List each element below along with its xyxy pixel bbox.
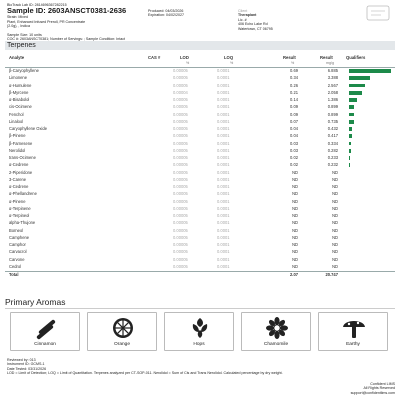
result-mg: 0.282 (327, 147, 338, 153)
analyte-name: Nerolidol (9, 147, 26, 153)
sample-id: Sample ID: 2603ANSCT0381-2636 (7, 6, 127, 16)
lod-value: 0.00005 (173, 213, 188, 218)
result-mg: ND (332, 191, 338, 197)
result-pct: 0.69 (290, 68, 298, 73)
result-mg: 0.899 (327, 104, 338, 110)
result-mg: ND (332, 256, 338, 262)
table-row (5, 155, 395, 161)
concentration-bar (349, 142, 351, 146)
col-qualifiers: Qualifiers (346, 55, 366, 60)
analyte-name: Linalool (9, 118, 24, 124)
unit-mg: mg/g (326, 61, 334, 65)
result-pct: 0.02 (290, 155, 298, 160)
lod-value: 0.00005 (173, 256, 188, 262)
result-mg: 0.735 (327, 118, 338, 124)
loq-value: 0.0001 (217, 234, 230, 240)
total-label: Total (9, 272, 19, 277)
col-cas: CAS # (148, 55, 161, 60)
result-pct: 0.34 (290, 75, 298, 81)
result-pct: ND (292, 227, 298, 233)
rights: All Rights Reserved (363, 386, 395, 391)
loq-value: 0.0001 (217, 263, 230, 269)
lod-value: 0.00005 (173, 68, 188, 73)
loq-value: 0.0001 (217, 104, 230, 110)
table-row (5, 90, 395, 96)
aroma-card-chamomile (241, 312, 311, 351)
analyte-name: Caryophyllene Oxide (9, 126, 48, 131)
total-mg: 20.747 (325, 272, 338, 277)
table-row (5, 213, 395, 219)
result-pct: ND (292, 242, 298, 247)
aroma-card-hops (164, 312, 234, 351)
table-row (5, 235, 395, 241)
lod-value: 0.00005 (173, 140, 188, 146)
lod-value: 0.00005 (173, 133, 188, 139)
result-pct: ND (292, 169, 298, 175)
lod-value: 0.00005 (173, 82, 188, 88)
table-row (5, 184, 395, 190)
lims-name: Confident LIMS (370, 382, 395, 386)
analyte-name: Limonene (9, 75, 27, 81)
analyte-name: 3-Carene (9, 176, 27, 182)
result-mg: 0.334 (327, 140, 338, 146)
result-pct: ND (292, 191, 298, 197)
loq-value: 0.0001 (217, 176, 230, 182)
table-row (5, 206, 395, 212)
loq-value: 0.0001 (217, 89, 230, 95)
table-row (5, 148, 395, 154)
analyte-name: α-Terpineol (9, 213, 30, 218)
table-row (5, 104, 395, 110)
table-row (5, 83, 395, 89)
lod-value: 0.00005 (173, 220, 188, 226)
lod-value: 0.00005 (173, 234, 188, 240)
lod-value: 0.00005 (173, 155, 188, 160)
analyte-name: alpha-Thujone (9, 220, 36, 226)
date-tested: Date Tested: 03/31/2026 (7, 366, 47, 371)
report-header (7, 3, 393, 36)
result-mg: 0.899 (327, 111, 338, 117)
loq-value: 0.0001 (217, 191, 230, 197)
analyte-name: cis-Ocimene (9, 104, 32, 110)
col-result-mg: Result (320, 55, 333, 60)
table-row (5, 112, 395, 118)
aroma-card-orange (87, 312, 157, 351)
concentration-bar (349, 98, 357, 102)
aromas-title: Primary Aromas (5, 297, 66, 307)
table-row (5, 264, 395, 270)
loq-value: 0.0001 (217, 169, 230, 175)
result-pct: ND (292, 176, 298, 182)
lod-value: 0.00005 (173, 104, 188, 110)
analyte-name: α-Cedrene (9, 184, 29, 189)
chamomile-icon (264, 315, 290, 341)
concentration-bar (349, 84, 365, 88)
analyte-name: Carvone (9, 256, 25, 262)
loq-value: 0.0001 (217, 205, 230, 211)
unit-loq: % (230, 61, 234, 65)
table-row (5, 191, 395, 197)
concentration-bar (349, 149, 351, 153)
strain: Strain: Mixed (7, 15, 28, 20)
lod-value: 0.00005 (173, 75, 188, 81)
analyte-name: α-Phellandrene (9, 191, 37, 197)
result-mg: ND (332, 213, 338, 218)
result-mg: 1.386 (327, 97, 338, 102)
table-row (5, 75, 395, 81)
result-mg: ND (332, 205, 338, 211)
table-row (5, 97, 395, 103)
table-row (5, 249, 395, 255)
table-row (5, 162, 395, 168)
table-row (5, 141, 395, 147)
concentration-bar (349, 113, 354, 117)
table-row (5, 242, 395, 248)
report-footer (7, 358, 307, 376)
total-row (5, 272, 395, 278)
result-mg: ND (332, 198, 338, 204)
loq-value: 0.0001 (217, 242, 230, 247)
table-row (5, 170, 395, 176)
result-mg: ND (332, 249, 338, 255)
loq-value: 0.0001 (217, 126, 230, 131)
support-link[interactable]: support@confidentlims.com (350, 390, 395, 395)
footer-right (315, 382, 395, 395)
lod-value: 0.00005 (173, 176, 188, 182)
loq-value: 0.0001 (217, 118, 230, 124)
result-mg: 0.232 (327, 162, 338, 168)
table-row (5, 119, 395, 125)
biotrack-id: BioTrack Lab ID: 2814696367282215 (7, 3, 67, 7)
concentration-bar (349, 156, 350, 160)
footnote: LOD = Limit of Detection; LOQ = Limit of Quantitation. Terpenes analyzed per CT-SOP-011. Nerolidol = Sum of Cis and Trans Nerolidol. Calculated percentage by dry weight. (7, 371, 283, 376)
analyte-name: α-Terpinene (9, 205, 31, 211)
analyte-name: α-Pinene (9, 198, 26, 204)
aroma-card-cinnamon (10, 312, 80, 351)
result-mg: 2.058 (327, 89, 338, 95)
result-pct: 0.26 (290, 82, 298, 88)
result-pct: 0.03 (290, 147, 298, 153)
result-pct: ND (292, 213, 298, 218)
loq-value: 0.0001 (217, 184, 230, 189)
client-address-2: Watertown, CT 06795 (238, 26, 273, 31)
aroma-label: Cinnamon (34, 342, 56, 347)
loq-value: 0.0001 (217, 68, 230, 73)
result-pct: ND (292, 198, 298, 204)
client-name: Theraplant (238, 13, 257, 18)
loq-value: 0.0001 (217, 249, 230, 255)
lod-value: 0.00005 (173, 126, 188, 131)
loq-value: 0.0001 (217, 82, 230, 88)
analyte-name: β-Caryophyllene (9, 68, 39, 73)
result-mg: 6.885 (327, 68, 338, 73)
concentration-bar (349, 127, 352, 131)
result-pct: ND (292, 256, 298, 262)
analyte-name: 2-Piperidone (9, 169, 33, 175)
reviewed-by: Reviewed by: 013 (7, 358, 36, 362)
analyte-name: β-Farnesene (9, 140, 33, 146)
analyte-name: Cedrol (9, 263, 22, 269)
client-label: Client (238, 9, 248, 13)
result-mg: ND (332, 220, 338, 226)
result-mg: ND (332, 263, 338, 269)
analyte-name: Borneol (9, 227, 24, 233)
hops-icon (187, 315, 213, 341)
table-row (5, 220, 395, 226)
aroma-card-earthy (318, 312, 388, 351)
result-pct: ND (292, 263, 298, 269)
lod-value: 0.00005 (173, 227, 188, 233)
col-result-pct: Result (283, 55, 296, 60)
lod-value: 0.00005 (173, 205, 188, 211)
lod-value: 0.00005 (173, 111, 188, 117)
result-pct: 0.04 (290, 133, 298, 139)
concentration-bar (349, 105, 354, 109)
result-mg: ND (332, 169, 338, 175)
expiration-date: Expiration: 04/02/2027 (148, 13, 184, 18)
result-pct: ND (292, 220, 298, 226)
table-row (5, 133, 395, 139)
mushroom-icon (341, 315, 367, 341)
lod-value: 0.00005 (173, 263, 188, 269)
concentration-bar (349, 69, 391, 73)
analyte-name: α-Humulene (9, 82, 32, 88)
col-loq: LOQ (224, 55, 234, 60)
result-mg: 3.388 (327, 75, 338, 81)
analyte-name: β-Myrcene (9, 89, 29, 95)
analyte-name: β-Pinene (9, 133, 26, 139)
lod-value: 0.00005 (173, 249, 188, 255)
analyte-name: α-Cedrene (9, 162, 29, 168)
plant-type: Plant, Enhanced Infused Preroll, PR Concentrate (7, 19, 86, 24)
concentration-bar (349, 163, 350, 167)
aroma-label: Chamomile (263, 342, 289, 347)
result-pct: 0.03 (290, 140, 298, 146)
concentration-bar (349, 91, 362, 95)
result-pct: ND (292, 234, 298, 240)
table-row (5, 177, 395, 183)
result-mg: 0.233 (327, 155, 338, 160)
table-row (5, 257, 395, 263)
lod-value: 0.00005 (173, 191, 188, 197)
client-address-1: 406 Echo Lake Rd (238, 22, 268, 27)
sample-info (7, 3, 167, 29)
loq-value: 0.0001 (217, 227, 230, 233)
instrument-id: Instrument ID: GCMS-1 (7, 362, 45, 367)
lod-value: 0.00005 (173, 162, 188, 168)
section-title: Terpenes (7, 41, 36, 49)
loq-value: 0.0001 (217, 220, 230, 226)
result-mg: ND (332, 227, 338, 233)
sample-size: Sample Size: 10 units (7, 33, 42, 37)
loq-value: 0.0001 (217, 162, 230, 168)
result-pct: ND (292, 184, 298, 189)
lab-logo-icon (363, 3, 393, 23)
lod-value: 0.00005 (173, 118, 188, 124)
table-row (5, 68, 395, 74)
loq-value: 0.0001 (217, 111, 230, 117)
orange-icon (110, 315, 136, 341)
table-row (5, 126, 395, 132)
result-mg: ND (332, 176, 338, 182)
loq-value: 0.0001 (217, 256, 230, 262)
lod-value: 0.00005 (173, 169, 188, 175)
aroma-label: Hops (193, 342, 205, 347)
dates (148, 9, 238, 18)
lod-value: 0.00005 (173, 97, 188, 102)
aroma-label: Earthy (346, 342, 360, 347)
loq-value: 0.0001 (217, 213, 230, 218)
result-mg: 0.417 (327, 133, 338, 139)
analyte-name: trans-Ocimene (9, 155, 36, 160)
col-lod: LOD (180, 55, 189, 60)
analyte-name: Fenchol (9, 111, 24, 117)
result-mg: ND (332, 234, 338, 240)
lod-value: 0.00005 (173, 242, 188, 247)
analyte-name: α-Bisabolol (9, 97, 30, 102)
result-pct: 0.09 (290, 104, 298, 110)
table-row (5, 199, 395, 205)
loq-value: 0.0001 (217, 97, 230, 102)
result-pct: ND (292, 205, 298, 211)
lod-value: 0.00005 (173, 184, 188, 189)
analyte-name: Camphor (9, 242, 26, 247)
cinnamon-icon (33, 315, 59, 341)
coc-info: COC #: 2603ANSCT0381; Number of Servings: ; Sample Condition: Intact (7, 37, 126, 42)
result-pct: 0.09 (290, 111, 298, 117)
loq-value: 0.0001 (217, 75, 230, 81)
analyte-name: Camphene (9, 234, 30, 240)
table-row (5, 228, 395, 234)
loq-value: 0.0001 (217, 155, 230, 160)
unit-lod: % (186, 61, 190, 65)
unit-pct: % (291, 61, 295, 65)
aromas-divider (5, 308, 395, 309)
analyte-name: Carvacrol (9, 249, 27, 255)
result-pct: 0.07 (290, 118, 298, 124)
table-header-rule (5, 67, 395, 68)
loq-value: 0.0001 (217, 133, 230, 139)
concentration-bar (349, 76, 370, 80)
col-analyte: Analyte (9, 55, 25, 60)
result-pct: 0.02 (290, 162, 298, 168)
result-mg: ND (332, 184, 338, 189)
result-mg: 0.432 (327, 126, 338, 131)
result-pct: 0.04 (290, 126, 298, 131)
concentration-bar (349, 120, 354, 124)
loq-value: 0.0001 (217, 147, 230, 153)
lod-value: 0.00004 (173, 89, 188, 95)
loq-value: 0.0001 (217, 140, 230, 146)
result-pct: 0.21 (290, 89, 298, 95)
result-pct: 0.14 (290, 97, 298, 102)
lod-value: 0.00005 (173, 198, 188, 204)
loq-value: 0.0001 (217, 198, 230, 204)
lod-value: 0.00005 (173, 147, 188, 153)
concentration-bar (349, 134, 352, 138)
total-pct: 2.07 (290, 272, 298, 277)
section-header (5, 41, 395, 50)
sample-weight: (2.0g), , Indica (7, 24, 30, 29)
aroma-label: Orange (114, 342, 130, 347)
client-info (238, 9, 358, 31)
result-pct: ND (292, 249, 298, 255)
produced-date: Produced: 04/03/2026 (148, 9, 184, 13)
result-mg: 2.567 (327, 82, 338, 88)
result-mg: ND (332, 242, 338, 247)
client-license: Lic. # (238, 17, 247, 22)
